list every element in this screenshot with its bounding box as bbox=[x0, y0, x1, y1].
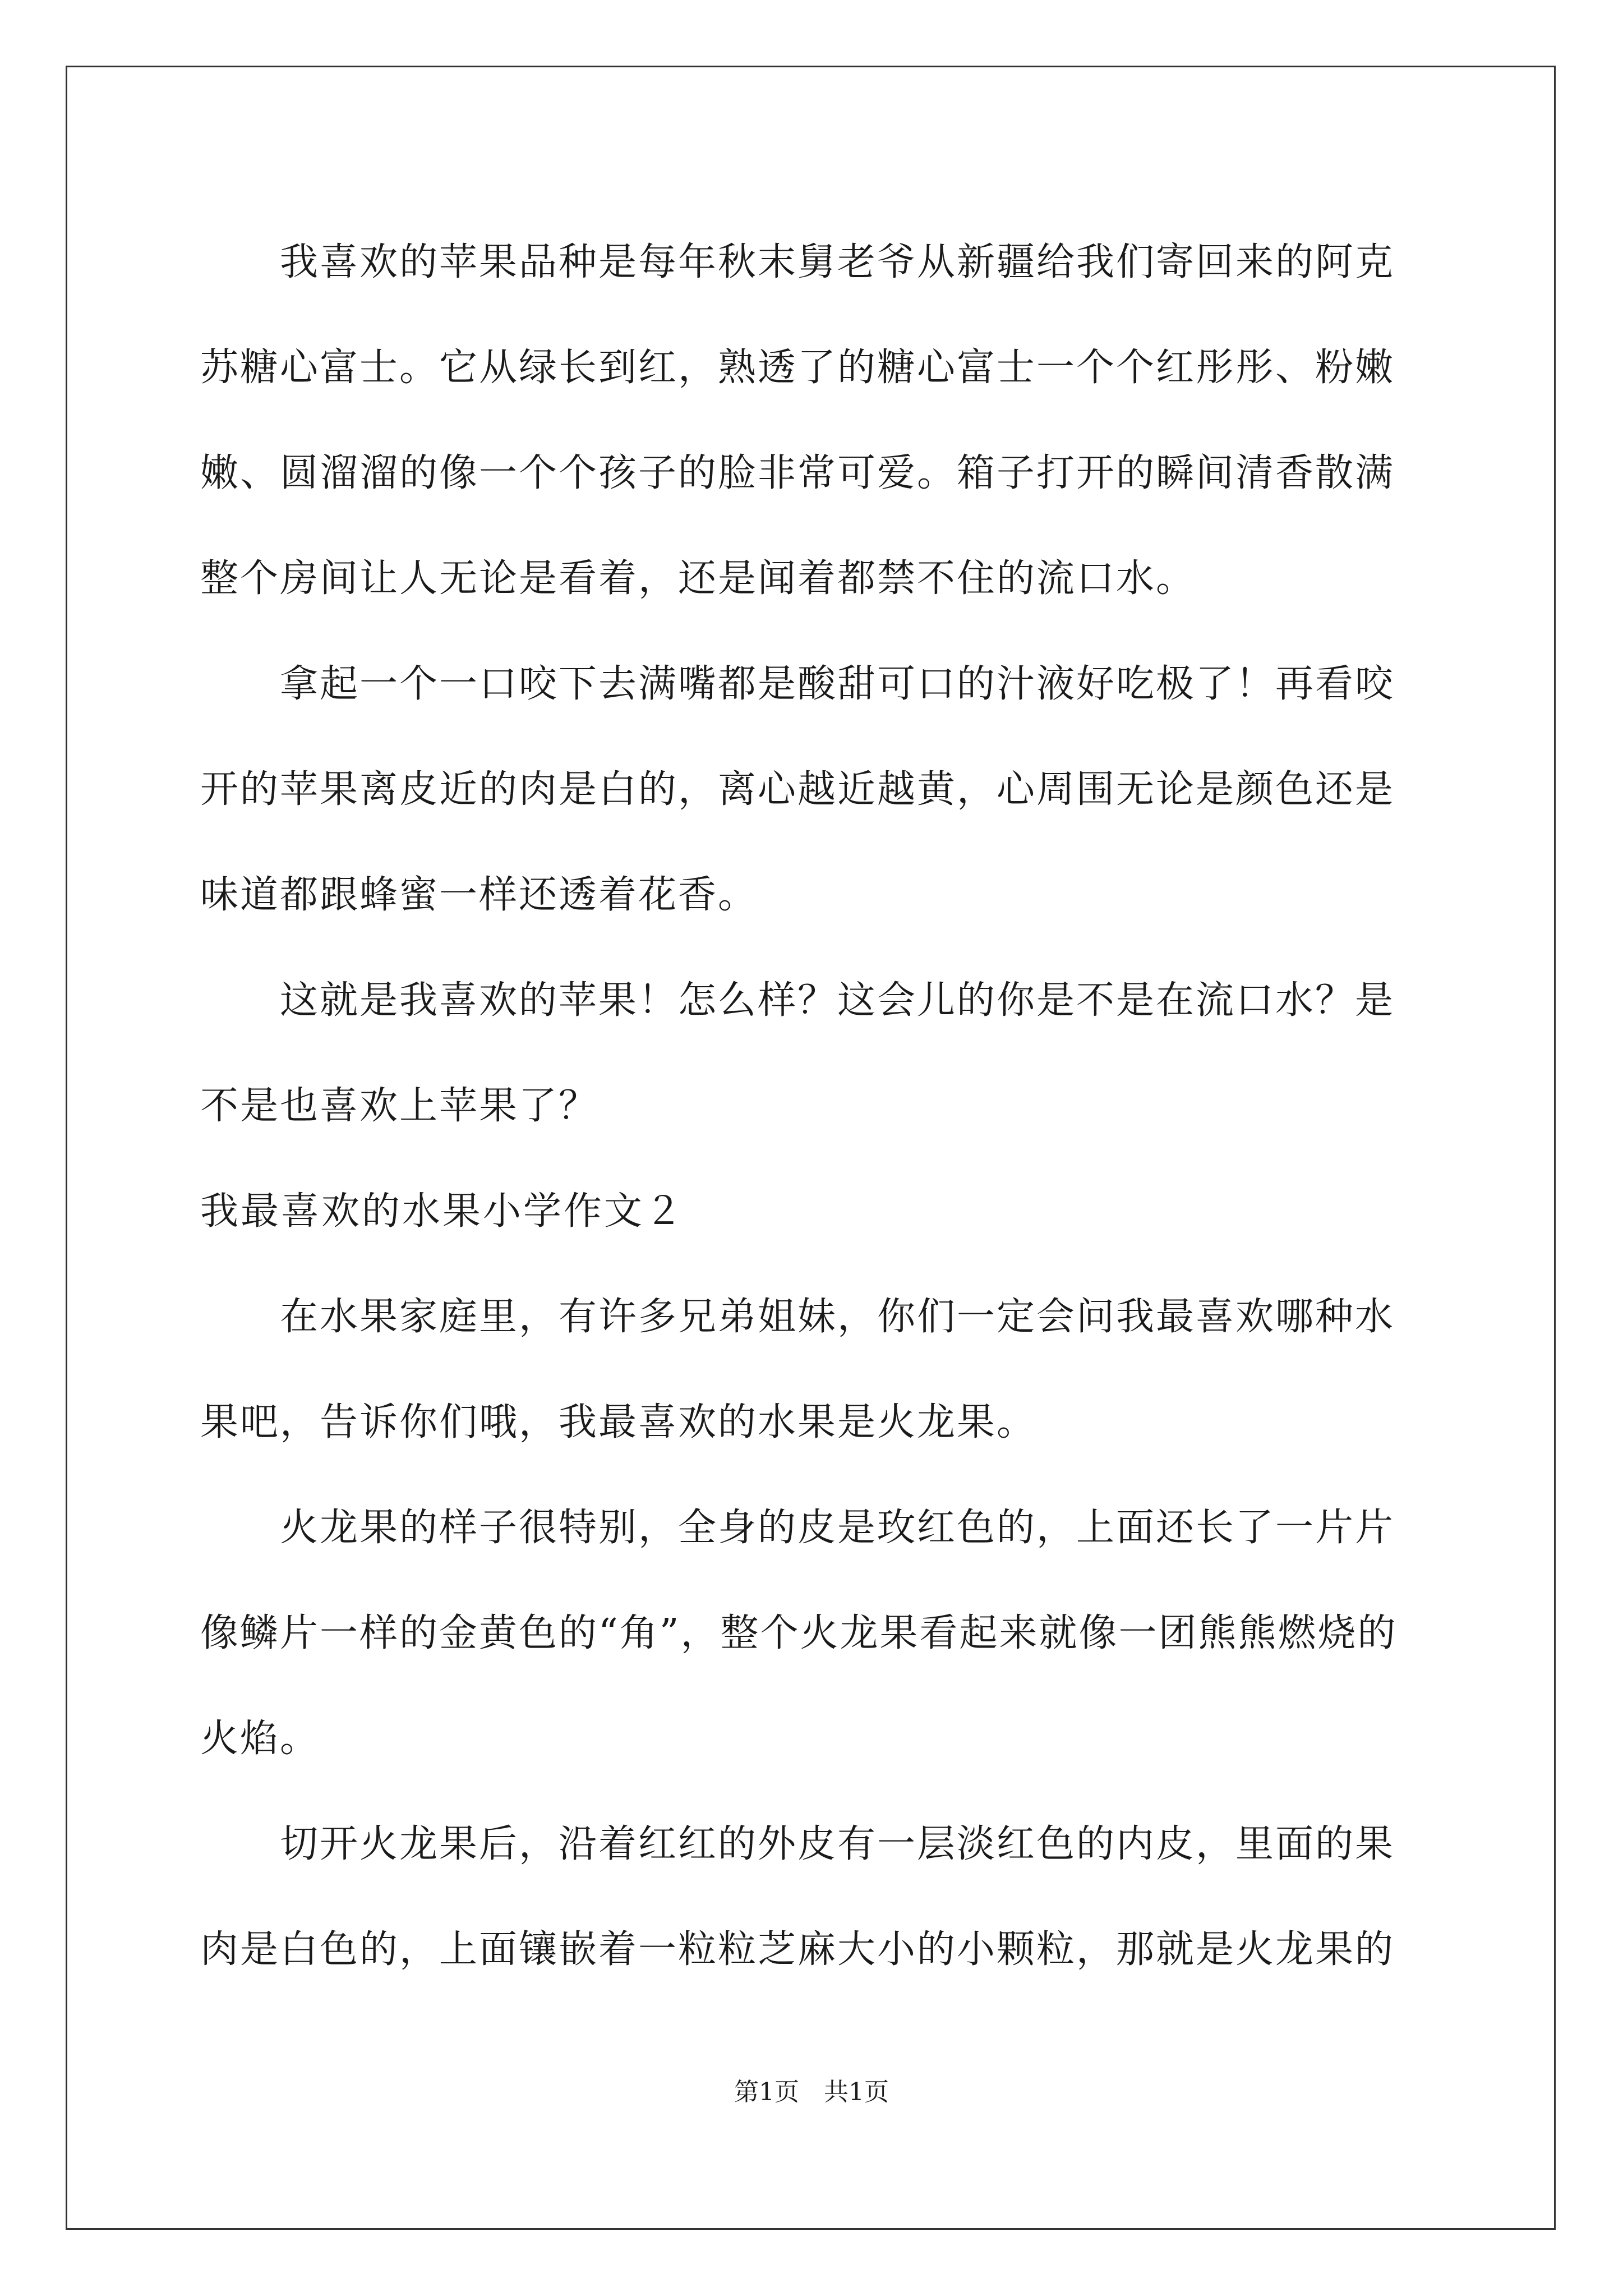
text-line: 火焰。 bbox=[200, 1717, 320, 1761]
text-line: 果吧，告诉你们哦，我最喜欢的水果是火龙果。 bbox=[200, 1400, 1037, 1444]
text-line: 切开火龙果后，沿着红红的外皮有一层淡红色的内皮，里面的果 bbox=[280, 1822, 1395, 1866]
text-line: 苏糖心富士。它从绿长到红，熟透了的糖心富士一个个红彤彤、粉嫩 bbox=[200, 346, 1395, 390]
text-line: 像鳞片一样的金黄色的“角”，整个火龙果看起来就像一团熊熊燃烧的 bbox=[200, 1611, 1398, 1655]
text-line: 整个房间让人无论是看着，还是闻着都禁不住的流口水。 bbox=[200, 556, 1196, 601]
text-line: 拿起一个一口咬下去满嘴都是酸甜可口的汁液好吃极了！再看咬 bbox=[280, 662, 1395, 706]
text-line: 在水果家庭里，有许多兄弟姐妹，你们一定会问我最喜欢哪种水 bbox=[280, 1295, 1395, 1339]
text-line: 肉是白色的，上面镶嵌着一粒粒芝麻大小的小颗粒，那就是火龙果的 bbox=[200, 1927, 1395, 1972]
text-line: 味道都跟蜂蜜一样还透着花香。 bbox=[200, 873, 758, 917]
text-line: 不是也喜欢上苹果了？ bbox=[200, 1084, 599, 1128]
text-line: 我喜欢的苹果品种是每年秋末舅老爷从新疆给我们寄回来的阿克 bbox=[280, 240, 1395, 284]
page-number: 第1页 共1页 bbox=[734, 2078, 889, 2106]
text-line: 这就是我喜欢的苹果！怎么样？这会儿的你是不是在流口水？是 bbox=[280, 978, 1395, 1023]
text-line: 开的苹果离皮近的肉是白的，离心越近越黄，心周围无论是颜色还是 bbox=[200, 767, 1395, 812]
text-line: 嫩、圆溜溜的像一个个孩子的脸非常可爱。箱子打开的瞬间清香散满 bbox=[200, 451, 1395, 495]
document-body bbox=[200, 210, 1423, 2003]
section-heading: 我最喜欢的水果小学作文２ bbox=[200, 1189, 685, 1234]
text-line: 火龙果的样子很特别，全身的皮是玫红色的，上面还长了一片片 bbox=[280, 1506, 1395, 1550]
